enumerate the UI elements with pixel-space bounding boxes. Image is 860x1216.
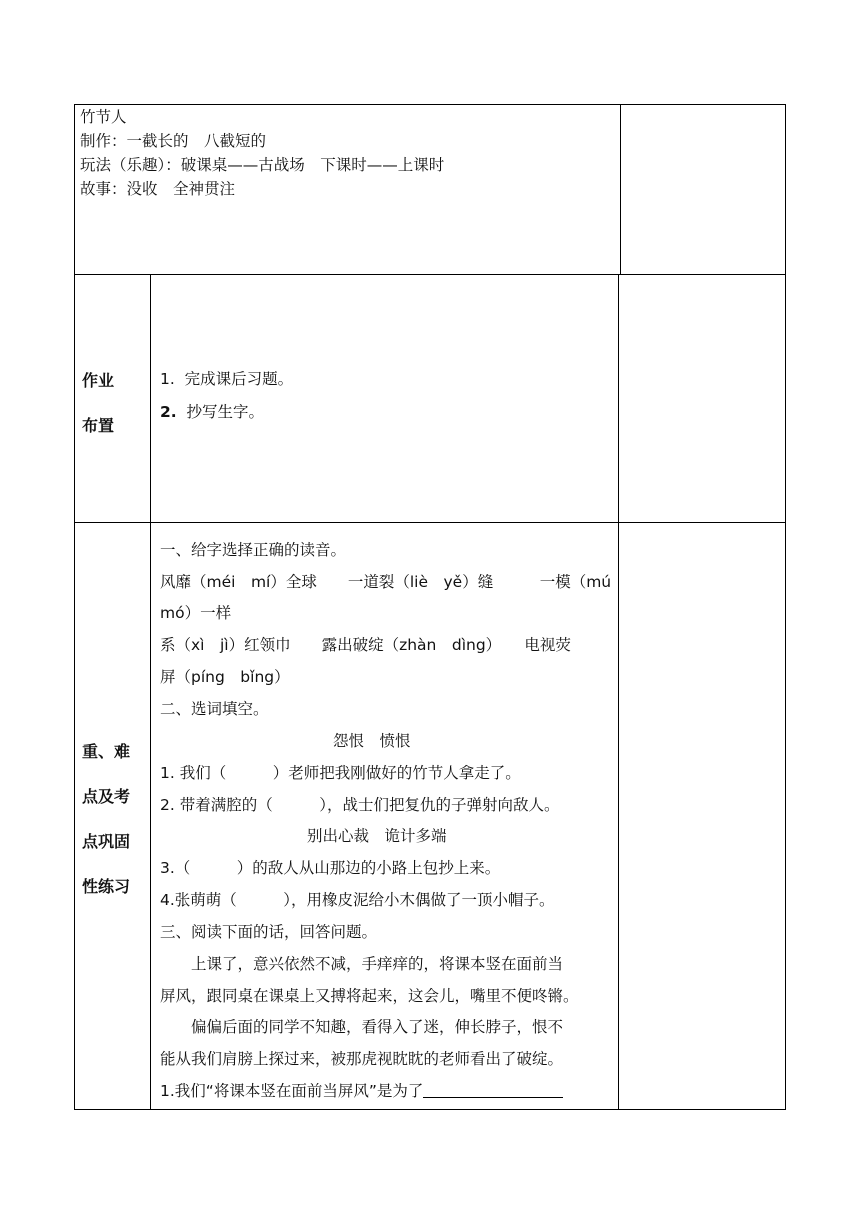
practice-label-1: 重、难	[82, 742, 131, 761]
fill-question-2: 2. 带着满腔的（ ），战士们把复仇的子弹射向敌人。	[160, 796, 560, 814]
table-border-right	[785, 104, 786, 1110]
word-choice-2: 别出心裁 诡计多端	[307, 827, 447, 845]
section-1-line-3: 系（xì jì）红领巾 露出破绽（zhàn dìng） 电视荧	[160, 636, 571, 654]
fill-question-3: 3.（ ）的敌人从山那边的小路上包抄上来。	[160, 859, 501, 877]
reading-question-1-text: 1.我们“将课本竖在面前当屏风”是为了	[160, 1082, 424, 1100]
practice-label-2: 点及考	[82, 787, 131, 806]
table-divider-label	[150, 274, 151, 1110]
practice-label-3: 点巩固	[82, 832, 131, 851]
practice-label-4: 性练习	[82, 877, 131, 896]
section-2-title: 二、选词填空。	[160, 700, 269, 718]
passage-1-line-1: 上课了，意兴依然不减，手痒痒的，将课本竖在面前当	[191, 955, 564, 973]
homework-item-2	[160, 402, 264, 422]
making-line: 制作：一截长的 八截短的	[80, 132, 267, 150]
table-border-row1	[74, 274, 786, 275]
answer-blank[interactable]	[423, 1081, 563, 1098]
passage-2-line-1: 偏偏后面的同学不知趣，看得入了迷，伸长脖子，恨不	[191, 1018, 564, 1036]
word-choice-1: 怨恨 愤恨	[333, 732, 411, 750]
homework-item-2-text: 抄写生字。	[186, 403, 265, 421]
table-border-top	[74, 104, 786, 105]
table-divider-content-top	[620, 104, 621, 274]
passage-2-line-2: 能从我们肩膀上探过来，被那虎视眈眈的老师看出了破绽。	[160, 1050, 564, 1068]
homework-label-2: 布置	[82, 416, 115, 435]
section-1-line-1: 风靡（méi mí）全球 一道裂（liè yě）缝 一模（mú	[160, 573, 612, 591]
table-border-bottom	[74, 1109, 786, 1110]
fill-question-4: 4.张萌萌（ ），用橡皮泥给小木偶做了一顶小帽子。	[160, 891, 555, 909]
story-line: 故事：没收 全神贯注	[80, 180, 236, 198]
homework-label-1: 作业	[82, 371, 115, 390]
table-border-row2	[74, 522, 786, 523]
section-1-line-2: mó）一样	[160, 604, 232, 622]
table-divider-content	[618, 274, 619, 1110]
homework-item-1-num: 1.	[160, 370, 175, 388]
fill-question-1: 1. 我们（ ）老师把我刚做好的竹节人拿走了。	[160, 764, 521, 782]
section-1-line-4: 屏（píng bǐng）	[160, 668, 290, 686]
reading-question-1	[160, 1081, 563, 1101]
homework-item-1	[160, 369, 293, 389]
play-line: 玩法（乐趣）：破课桌——古战场 下课时——上课时	[80, 156, 445, 174]
homework-item-2-num: 2.	[160, 403, 177, 421]
homework-item-1-text: 完成课后习题。	[184, 370, 294, 388]
section-1-title: 一、给字选择正确的读音。	[160, 541, 347, 559]
section-3-title: 三、阅读下面的话，回答问题。	[160, 923, 378, 941]
table-border-left	[74, 104, 75, 1110]
lesson-title: 竹节人	[80, 108, 127, 126]
passage-1-line-2: 屏风，跟同桌在课桌上又搏将起来，这会儿，嘴里不便咚锵。	[160, 987, 579, 1005]
